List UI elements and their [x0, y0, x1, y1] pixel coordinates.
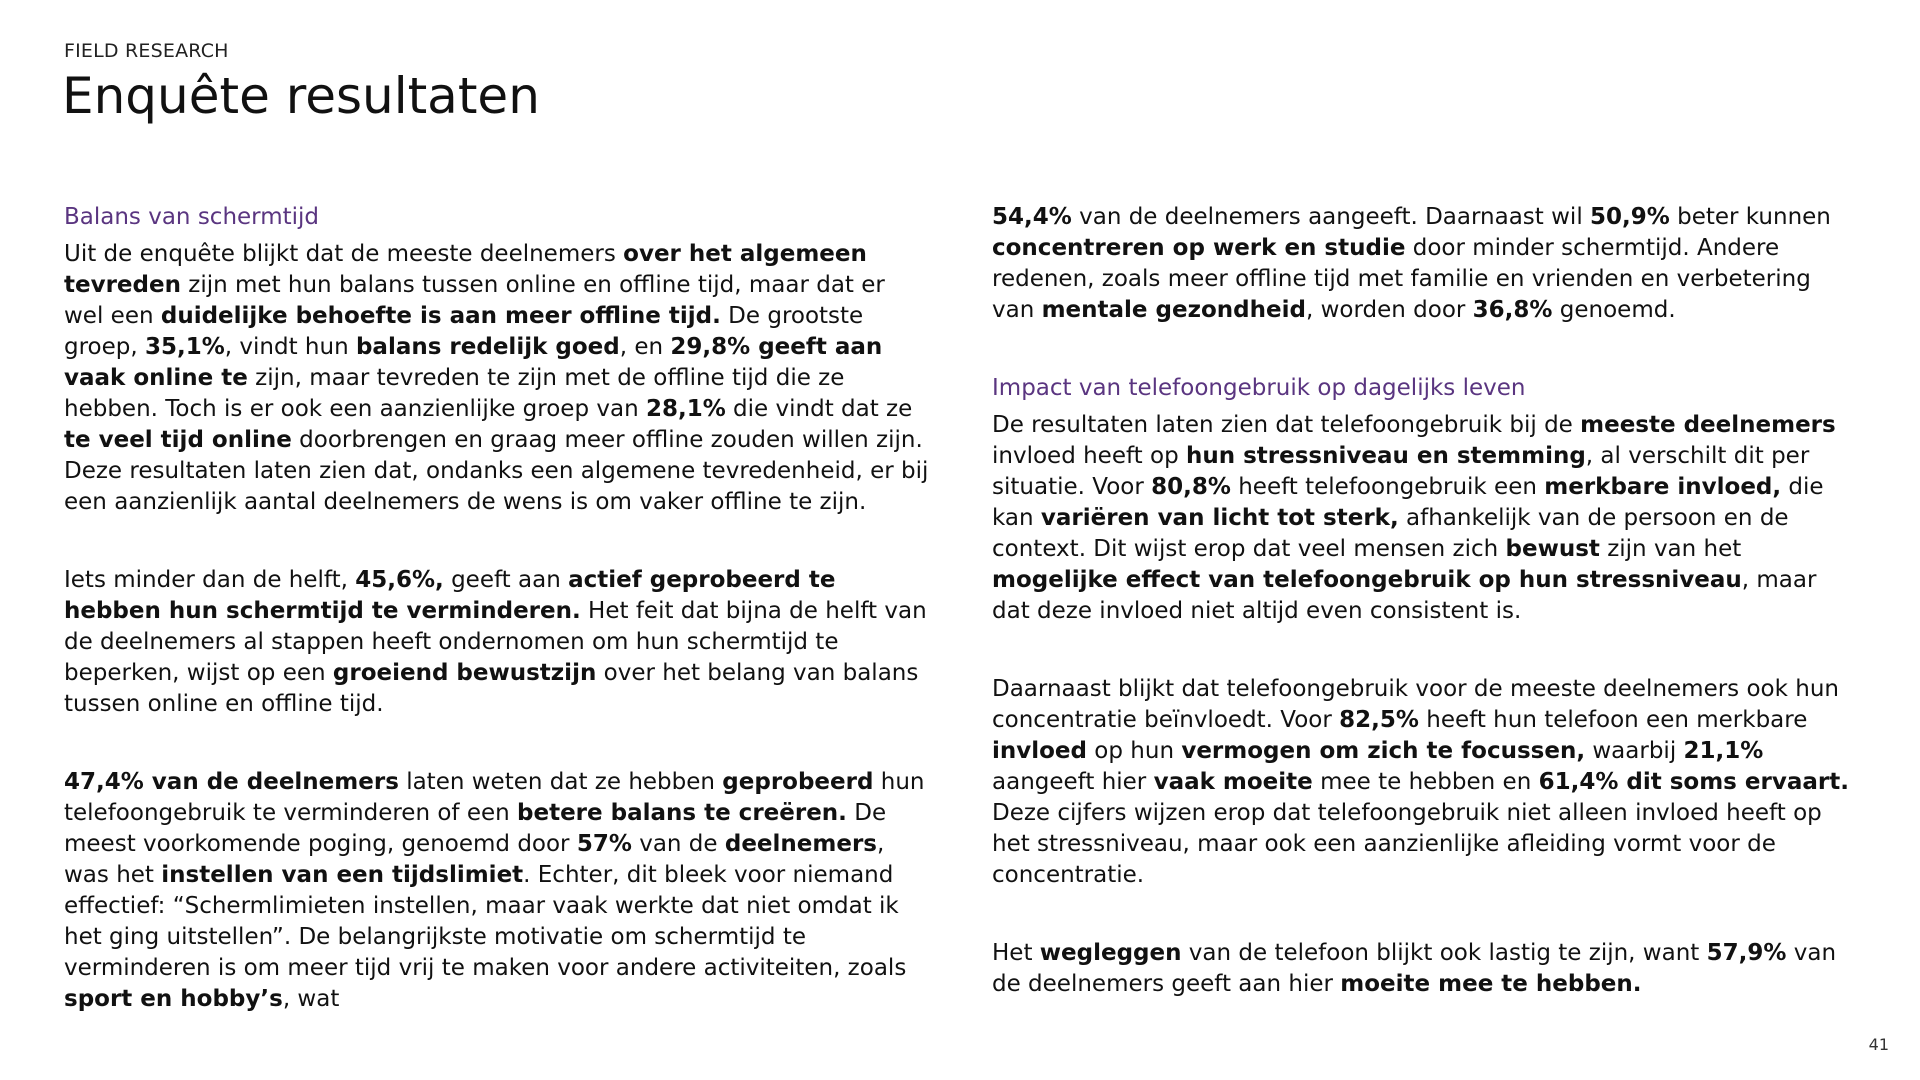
paragraph: Uit de enquête blijkt dat de meeste deelnemers over het algemeen tevreden zijn met hun balans tussen online en offline tijd, maar dat er wel een duidelijke behoefte is aan meer offline tijd. De grootste groep, 35,1%, vindt hun balans redelijk goed, en 29,8% geeft aan vaak online te zijn, maar tevreden te zijn met de offline tijd die ze hebben. Toch is er ook een aanzienlijke groep van 28,1% die vindt dat ze te veel tijd online doorbrengen en graag meer offline zouden willen zijn. Deze resultaten laten zien dat, ondanks een algemene tevredenheid, er bij een aanzienlijk aantal deelnemers de wens is om vaker offline te zijn.: [64, 241, 929, 515]
emphasis-text: groeiend bewustzijn: [332, 660, 597, 686]
left-column: [64, 202, 930, 1062]
paragraph: 54,4% van de deelnemers aangeeft. Daarnaast wil 50,9% beter kunnen concentreren op werk en studie door minder schermtijd. Andere redenen, zoals meer offline tijd met familie en vrienden en verbetering van mentale gezondheid, worden door 36,8% genoemd.: [992, 204, 1831, 323]
section-eyebrow: FIELD RESEARCH: [64, 40, 229, 62]
emphasis-text: instellen van een tijdslimiet: [161, 862, 524, 888]
emphasis-text: deelnemers: [724, 831, 877, 857]
emphasis-text: 50,9%: [1590, 204, 1670, 230]
emphasis-text: 45,6%,: [355, 567, 444, 593]
right-column: [992, 202, 1858, 1047]
emphasis-text: variëren van licht tot sterk,: [1040, 505, 1399, 531]
emphasis-text: bewust: [1505, 536, 1600, 562]
paragraph: Het wegleggen van de telefoon blijkt ook lastig te zijn, want 57,9% van de deelnemers geeft aan hier moeite mee te hebben.: [992, 940, 1837, 997]
emphasis-text: vermogen om zich te focussen,: [1181, 738, 1586, 764]
emphasis-text: balans redelijk goed: [355, 334, 620, 360]
emphasis-text: geprobeerd: [722, 769, 874, 795]
emphasis-text: wegleggen: [1039, 940, 1182, 966]
emphasis-text: 57,9%: [1706, 940, 1787, 966]
page-title: Enquête resultaten: [62, 67, 540, 125]
section-heading-phone-impact: Impact van telefoongebruik op dagelijks leven: [992, 375, 1526, 401]
emphasis-text: vaak moeite: [1153, 769, 1313, 795]
emphasis-text: invloed: [992, 738, 1087, 764]
section-heading-screen-time-balance: Balans van schermtijd: [64, 204, 320, 230]
emphasis-text: 82,5%: [1339, 707, 1419, 733]
emphasis-text: mentale gezondheid: [1041, 297, 1306, 323]
emphasis-text: moeite mee te hebben.: [1340, 971, 1642, 997]
emphasis-text: te veel tijd online: [64, 427, 292, 453]
emphasis-text: 47,4% van de deelnemers: [64, 769, 399, 795]
emphasis-text: 57%: [576, 831, 632, 857]
emphasis-text: actief geprobeerd te hebben hun schermtijd te verminderen.: [64, 567, 836, 624]
paragraph: Iets minder dan de helft, 45,6%, geeft aan actief geprobeerd te hebben hun schermtijd te verminderen. Het feit dat bijna de helft van de deelnemers al stappen heeft ondernomen om hun schermtijd te beperken, wijst op een groeiend bewustzijn over het belang van balans tussen online en offline tijd.: [64, 567, 927, 717]
page-number: 41: [1868, 1035, 1889, 1054]
emphasis-text: sport en hobby’s: [64, 986, 283, 1012]
emphasis-text: duidelijke behoefte is aan meer offline tijd.: [160, 303, 721, 329]
emphasis-text: 29,8% geeft aan vaak online te: [64, 334, 883, 391]
emphasis-text: betere balans te creëren.: [517, 800, 847, 826]
emphasis-text: mogelijke effect van telefoongebruik op hun stressniveau: [992, 567, 1742, 593]
emphasis-text: 28,1%: [645, 396, 726, 422]
paragraph: 47,4% van de deelnemers laten weten dat ze hebben geprobeerd hun telefoongebruik te verminderen of een betere balans te creëren. De meest voorkomende poging, genoemd door 57% van de deelnemers, was het instellen van een tijdslimiet. Echter, dit bleek voor niemand effectief: “Schermlimieten instellen, maar vaak werkte dat niet omdat ik het ging uitstellen”. De belangrijkste motivatie om schermtijd te verminderen is om meer tijd vrij te maken voor andere activiteiten, zoals sport en hobby’s, wat: [64, 769, 925, 1012]
emphasis-text: over het algemeen tevreden: [64, 241, 867, 298]
emphasis-text: 54,4%: [992, 204, 1072, 230]
emphasis-text: concentreren op werk en studie: [992, 235, 1406, 261]
emphasis-text: 35,1%: [145, 334, 225, 360]
emphasis-text: 36,8%: [1472, 297, 1553, 323]
emphasis-text: merkbare invloed,: [1544, 474, 1782, 500]
paragraph: De resultaten laten zien dat telefoongebruik bij de meeste deelnemers invloed heeft op hun stressniveau en stemming, al verschilt dit per situatie. Voor 80,8% heeft telefoongebruik een merkbare invloed, die kan variëren van licht tot sterk, afhankelijk van de persoon en de context. Dit wijst erop dat veel mensen zich bewust zijn van het mogelijke effect van telefoongebruik op hun stressniveau, maar dat deze invloed niet altijd even consistent is.: [992, 412, 1836, 624]
emphasis-text: 80,8%: [1151, 474, 1231, 500]
emphasis-text: 21,1%: [1683, 738, 1764, 764]
emphasis-text: 61,4% dit soms ervaart.: [1538, 769, 1849, 795]
emphasis-text: hun stressniveau en stemming: [1185, 443, 1586, 469]
paragraph: Daarnaast blijkt dat telefoongebruik voor de meeste deelnemers ook hun concentratie beïnvloedt. Voor 82,5% heeft hun telefoon een merkbare invloed op hun vermogen om zich te focussen, waarbij 21,1% aangeeft hier vaak moeite mee te hebben en 61,4% dit soms ervaart. Deze cijfers wijzen erop dat telefoongebruik niet alleen invloed heeft op het stressniveau, maar ook een aanzienlijke afleiding vormt voor de concentratie.: [992, 676, 1849, 888]
emphasis-text: meeste deelnemers: [1580, 412, 1836, 438]
